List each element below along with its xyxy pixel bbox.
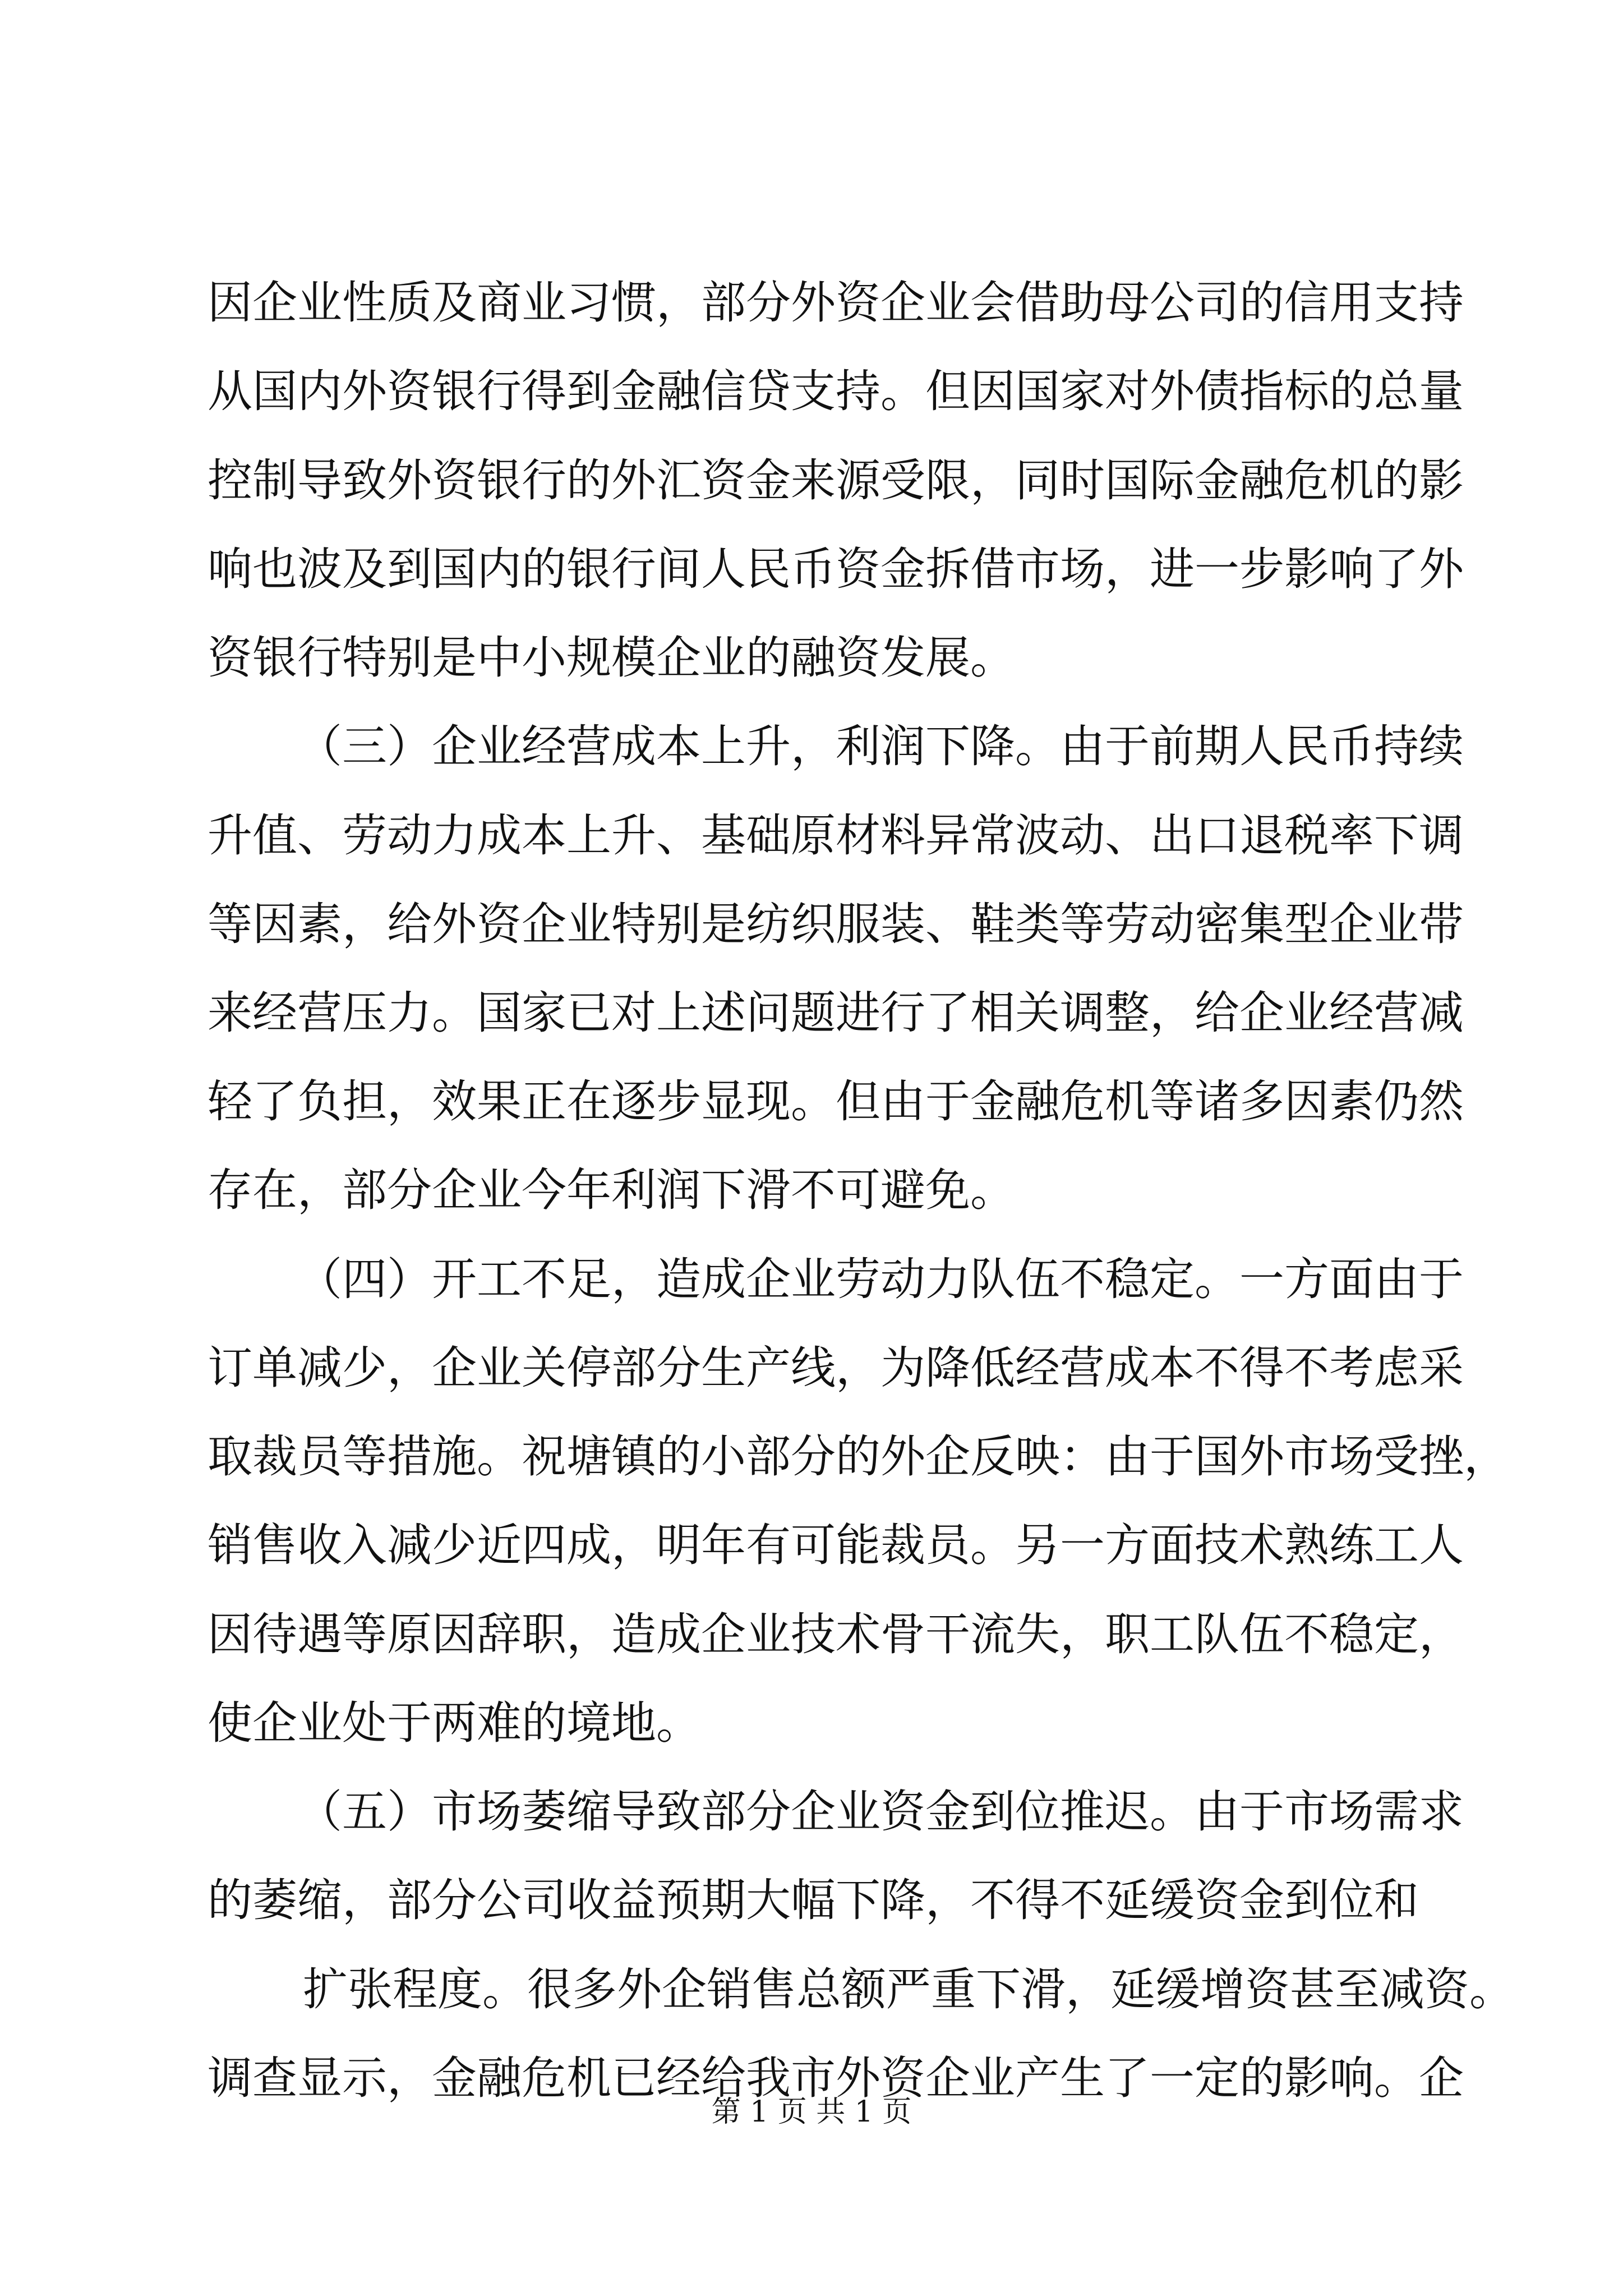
body-line-14: 取裁员等措施。祝塘镇的小部分的外企反映：由于国外市场受挫， — [208, 1430, 1509, 1483]
body-line-5: 资银行特别是中小规模企业的融资发展。 — [208, 632, 1015, 684]
body-line-3: 控制导致外资银行的外汇资金来源受限，同时国际金融危机的影 — [208, 454, 1464, 507]
body-line-2: 从国内外资银行得到金融信贷支持。但因国家对外债指标的总量 — [208, 365, 1464, 417]
body-line-17: 使企业处于两难的境地。 — [208, 1697, 701, 1749]
body-line-8: 等因素，给外资企业特别是纺织服装、鞋类等劳动密集型企业带 — [208, 898, 1464, 950]
section-heading-5: （五）市场萎缩导致部分企业资金到位推迟。由于市场需求 — [297, 1786, 1464, 1838]
body-line-1: 因企业性质及商业习惯，部分外资企业会借助母公司的信用支持 — [208, 277, 1464, 329]
body-line-13: 订单减少，企业关停部分生产线，为降低经营成本不得不考虑采 — [208, 1342, 1464, 1394]
body-line-19: 的萎缩，部分公司收益预期大幅下降，不得不延缓资金到位和 — [208, 1874, 1419, 1926]
body-line-20: 扩张程度。很多外企销售总额严重下滑，延缓增资甚至减资。 — [303, 1963, 1514, 2016]
page-number-footer: 第 1 页 共 1 页 — [711, 2095, 912, 2129]
body-line-15: 销售收入减少近四成，明年有可能裁员。另一方面技术熟练工人 — [208, 1519, 1464, 1571]
body-line-11: 存在，部分企业今年利润下滑不可避免。 — [208, 1164, 1015, 1216]
body-line-10: 轻了负担，效果正在逐步显现。但由于金融危机等诸多因素仍然 — [208, 1075, 1464, 1128]
body-line-4: 响也波及到国内的银行间人民币资金拆借市场，进一步影响了外 — [208, 543, 1464, 595]
body-line-7: 升值、劳动力成本上升、基础原材料异常波动、出口退税率下调 — [208, 809, 1464, 862]
body-line-9: 来经营压力。国家已对上述问题进行了相关调整，给企业经营减 — [208, 987, 1464, 1039]
body-line-16: 因待遇等原因辞职，造成企业技术骨干流失，职工队伍不稳定， — [208, 1608, 1464, 1660]
section-heading-4: （四）开工不足，造成企业劳动力队伍不稳定。一方面由于 — [297, 1253, 1464, 1305]
body-line-21: 调查显示，金融危机已经给我市外资企业产生了一定的影响。企 — [208, 2052, 1464, 2104]
section-heading-3: （三）企业经营成本上升，利润下降。由于前期人民币持续 — [297, 720, 1464, 772]
